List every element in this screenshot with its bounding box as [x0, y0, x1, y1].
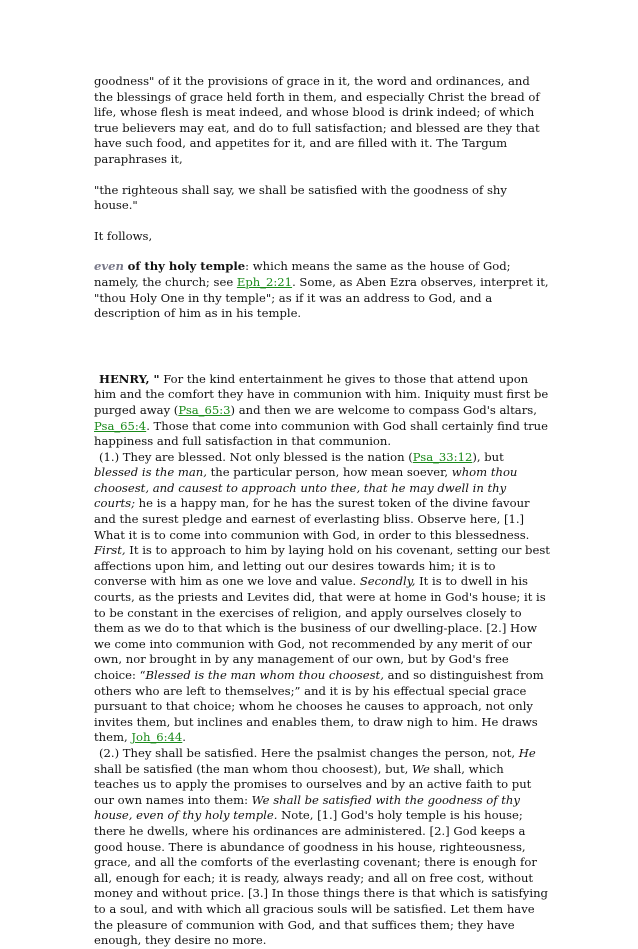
phrase-holy-temple: of thy holy temple [127, 259, 246, 274]
text-segment: (1.) They are blessed. Not only blessed is the nation ( [99, 449, 413, 464]
italic-segment: Blessed is the man whom thou choosest, [145, 668, 384, 682]
italic-segment: Secondly, [359, 574, 416, 589]
text-segment: (2.) They shall be satisfied. Here the psalmist changes the person, not, [99, 745, 519, 760]
ref-eph-2-21[interactable]: Eph_2:21 [236, 274, 293, 289]
paragraph-henry [94, 372, 550, 450]
it-follows: It follows, [94, 228, 153, 243]
text-segment: For the kind entertainment he gives to those that attend upon him and the comfort they have in communion with him. Iniquity must first be purged away ( [94, 371, 549, 417]
text-segment: Note, [1.] God's holy temple is his house; there he dwells, where his ordinances are administered. [2.] God keeps a good house. There is abundance of goodness in his house, righteousness, grace, and all the comforts of the everlasting covenant; there is enough for all, enough for each; it is ready, always ready; and all on free cost, without money and without price. [3.] In those things there is that which is satisfying to a soul, and with which all gracious souls will be satisfied. Let them have the pleasure of communion with God, and that suffices them; they have enough, they desire no more. [94, 808, 548, 948]
italic-segment: We shall be satisfied with the goodness of thy house, even of thy holy temple. [94, 792, 520, 823]
text-segment: ) and then we are welcome to compass God's altars, [230, 402, 537, 417]
text-segment: and so distinguishest from others who are left to themselves;” and it is by his effectual special grace pursuant to that choice; whom he chooses he causes to approach, not only invites them, but inclines and enables them, to draw nigh to him. He draws them, [94, 668, 544, 745]
paragraph-satisfied [94, 746, 550, 949]
keyword-even: even [94, 259, 124, 274]
text-segment: It is to approach to him by laying hold on his covenant, setting our best affections upon him, and letting out our desires towards him; it is to converse with him as one we love and value. [94, 543, 550, 589]
italic-segment: blessed is the man, [94, 465, 207, 480]
text-segment: . Those that come into communion with God shall certainly find true happiness and full satisfaction in that communion. [94, 418, 549, 449]
italic-segment: whom thou choosest, and causest to approach unto thee, that he may dwell in thy courts; [94, 465, 518, 511]
document-page [94, 74, 550, 949]
paragraph-holy-temple [94, 259, 550, 321]
text-segment: he is a happy man, for he has the surest token of the divine favour and the surest pledge and earnest of everlasting bliss. Observe here, [1.] What it is to come into communion with God, in order to this blessedness. [94, 496, 530, 542]
italic-segment: We [412, 761, 430, 776]
targum-quote: "the righteous shall say, we shall be satisfied with the goodness of shy house." [94, 182, 507, 213]
henry-label: HENRY, " [99, 371, 160, 386]
text-segment: It is to dwell in his courts, as the priests and Levites did, that were at home in God's house; it is to be constant in the exercises of religion, and apply ourselves closely to them as we do to that which is the business of our dwelling-place. [2.] How we come into communion with God, not recommended by any merit of our own, nor brought in by any management of our own, but by God's free choice: “ [94, 574, 546, 682]
ref-psa-65-4[interactable]: Psa_65:4 [94, 418, 147, 433]
paragraph-blessed [94, 450, 550, 746]
ref-joh-6-44[interactable]: Joh_6:44 [131, 730, 183, 745]
paragraph-goodness: goodness" of it the provisions of grace in it, the word and ordinances, and the blessings of grace held forth in them, and especially Christ the bread of life, whose flesh is meat indeed, and whose blood is drink indeed; of which true believers may eat, and do to full satisfaction; and blessed are they that have such food, and appetites for it, and are filled with it. The Targum paraphrases it, [94, 74, 540, 166]
italic-segment: He [518, 745, 536, 760]
text-segment: . Some, as Aben Ezra observes, interpret it, "thou Holy One in thy temple"; as if it was an address to God, and a description of him as in his temple. [94, 274, 549, 321]
ref-psa-65-3[interactable]: Psa_65:3 [178, 402, 231, 417]
text-segment: the particular person, how mean soever, [206, 465, 452, 480]
text-segment: : which means the same as the house of God; namely, the church; see [94, 259, 511, 289]
ref-psa-33-12[interactable]: Psa_33:12 [412, 449, 473, 464]
italic-segment: First, [94, 543, 126, 558]
text-segment: ), but [472, 449, 504, 464]
text-segment: . [182, 730, 186, 745]
text-segment: shall be satisfied (the man whom thou choosest), but, [94, 761, 412, 776]
text-segment: shall, which teaches us to apply the promises to ourselves and by an active faith to put our own names into them: [94, 761, 532, 807]
